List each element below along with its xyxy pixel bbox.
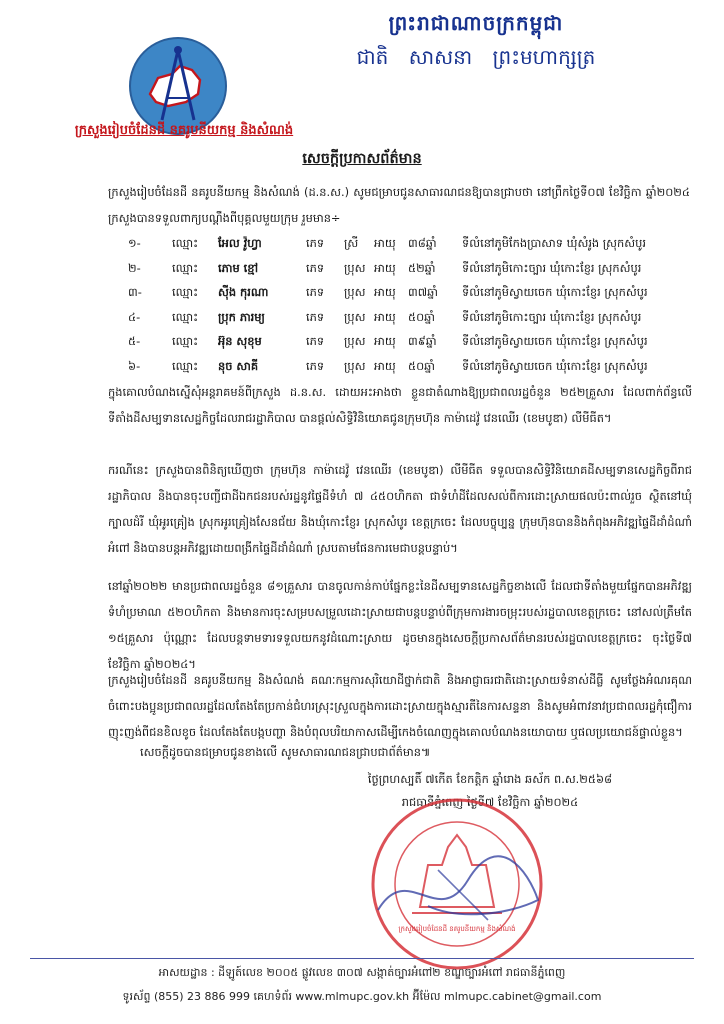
- item-number: ២-: [128, 260, 141, 275]
- name-label: ឈ្មោះ: [172, 236, 199, 250]
- gender-value: ប្រុស: [344, 358, 366, 373]
- age-value: ៥២ឆ្នាំ: [408, 260, 436, 275]
- address: ទីលំនៅភូមិកែងប្រាសាទ ឃុំសំរូង ស្រុកសំបូរ: [462, 236, 646, 250]
- person-name: នុច សាគី: [218, 358, 259, 373]
- age-label: អាយុ: [374, 358, 396, 373]
- item-number: ១-: [128, 236, 141, 250]
- gender-label: ភេទ: [306, 285, 325, 299]
- kingdom-heading: ព្រះរាជាណាចក្រកម្ពុជា: [388, 11, 564, 35]
- age-label: អាយុ: [374, 236, 396, 250]
- gender-label: ភេទ: [306, 358, 325, 373]
- list-item: [128, 257, 718, 282]
- gender-label: ភេទ: [306, 236, 325, 250]
- gender-value: ប្រុស: [344, 285, 366, 299]
- age-label: អាយុ: [374, 260, 396, 275]
- person-name: ស៊ីង កុរណា: [218, 285, 269, 299]
- list-item: [128, 232, 718, 257]
- paragraph-appeal: ក្រសួងរៀបចំដែនដី នគរូបនីយកម្ម និងសំណង់ គណៈកម្មការសុរិយោដីថ្នាក់ជាតិ និងអាជ្ញាធរជាតិដោះស្រាយទំនាស់ដីធ្លី សូមថ្លែងអំណរគុណចំពោះបងប្អូនប្រជាពលរដ្ឋដែលតែងតែប្រកាន់ជំហរស្រុះស្រួលក្នុងការដោះស្រាយក្នុងស្មារតីនៃការសន្ទនា និងសូមអំពាវនាវប្រជាពលរដ្ឋកុំជឿការញុះញង់ពីជនខិលខូច ដែលតែងតែបង្កបញ្ហា និងបំពុលបរិយាកាសដើម្បីកេងចំណេញក្នុងគោលបំណងនយោបាយ ឬផលប្រយោជន៍ផ្ទាល់ខ្លួន។: [108, 673, 692, 739]
- person-name: ភោម ខ្មៅ: [218, 260, 259, 275]
- gender-label: ភេទ: [306, 309, 325, 324]
- complainant-list: [128, 232, 718, 379]
- address: ទីលំនៅភូមិស្វាយចេក ឃុំកោះខ្ញែរ ស្រុកសំបូរ: [462, 358, 648, 373]
- signature: [338, 840, 578, 950]
- paragraph-purpose: ក្នុងគោលបំណងស្នើសុំអន្តរាគមន៍ពីក្រសួង ដ.ន.ស. ដោយអះអាងថា ខ្លួនជាតំណាងឱ្យប្រជាពលរដ្ឋចំនួន ២៥២គ្រួសារ ដែលពាក់ព័ន្ធលើទីតាំងដីសម្បទានសេដ្ឋកិច្ចដែលរាជរដ្ឋាភិបាល បានផ្តល់សិទ្ធិវិនិយោគជូនក្រុមហ៊ុន កាម៉ាដេវ៉ូ វេនឈើរ (ខេមបូឌា) លីមីធីត។: [108, 385, 692, 425]
- footer-divider: [30, 958, 694, 959]
- gender-value: ប្រុស: [344, 309, 366, 324]
- footer-address: អាសយដ្ឋាន : ដីឡូត៍លេខ ២០០៥ ផ្លូវលេខ ៣០៧ សង្កាត់ច្បារអំពៅ២ ខណ្ឌច្បារអំពៅ រាជធានីភ្នំពេញ: [158, 966, 566, 979]
- gender-label: ភេទ: [306, 334, 325, 348]
- age-label: អាយុ: [374, 334, 396, 348]
- ministry-logo: [128, 36, 228, 136]
- item-number: ៥-: [128, 334, 141, 348]
- closing-line: សេចក្តីដូចបានជម្រាបជូនខាងលើ សូមសាធារណជនជ្រាបជាព័ត៌មាន៕: [140, 745, 431, 759]
- age-value: ៥០ឆ្នាំ: [408, 309, 435, 324]
- address: ទីលំនៅភូមិស្វាយចេក ឃុំកោះខ្ញែរ ស្រុកសំបូរ: [462, 334, 648, 348]
- age-value: ៣៨ឆ្នាំ: [408, 236, 437, 250]
- age-label: អាយុ: [374, 285, 396, 299]
- lunar-date: ថ្ងៃព្រហស្បតិ៍ ៧កើត ខែកត្តិក ឆ្នាំរោង ឆស័ក ព.ស.២៥៦៨: [367, 772, 613, 786]
- name-label: ឈ្មោះ: [172, 285, 199, 299]
- gender-value: ស្រី: [344, 236, 359, 250]
- item-number: ៦-: [128, 358, 141, 373]
- address: ទីលំនៅភូមិកោះច្បារ ឃុំកោះខ្ញែរ ស្រុកសំបូរ: [462, 260, 642, 275]
- age-value: ៥០ឆ្នាំ: [408, 358, 435, 373]
- paragraph-history: នៅឆ្នាំ២០២២ មានប្រជាពលរដ្ឋចំនួន ៨១គ្រួសារ បានចូលកាន់កាប់ផ្នែកខ្លះនៃដីសម្បទានសេដ្ឋកិច្ចខាងលើ ដែលជាទីតាំងមួយផ្នែកបានអភិវឌ្ឍទំហំប្រមាណ ៥២០ហិកតា និងមានការចុះសម្របសម្រួលដោះស្រាយជាបន្តបន្ទាប់ពីក្រុមការងារចម្រុះរបស់រដ្ឋបាលខេត្តក្រចេះ នៅសល់ត្រឹមតែ ១៥គ្រួសារ ប៉ុណ្ណោះ ដែលបន្តទាមទារទទួលយកនូវដំណោះស្រាយ ដូចមានក្នុងសេចក្តីប្រកាសព័ត៌មានរបស់រដ្ឋបាលខេត្តក្រចេះ ចុះថ្ងៃទី៧ ខែវិច្ឆិកា ឆ្នាំ២០២៤។: [108, 579, 692, 671]
- list-item: [128, 306, 718, 331]
- name-label: ឈ្មោះ: [172, 309, 199, 324]
- age-value: ៣៧ឆ្នាំ: [408, 285, 438, 299]
- age-value: ៣៩ឆ្នាំ: [408, 334, 437, 348]
- list-item: [128, 281, 718, 306]
- name-label: ឈ្មោះ: [172, 334, 199, 348]
- seal-text: ក្រសួងរៀបចំដែនដី នគរូបនីយកម្ម និងសំណង់: [398, 925, 516, 933]
- gender-value: ប្រុស: [344, 334, 366, 348]
- intro-paragraph: ក្រសួងរៀបចំដែនដី នគរូបនីយកម្ម និងសំណង់ (ដ.ន.ស.) សូមជម្រាបជូនសាធារណជនឱ្យបានជ្រាបថា នៅព្រឹកថ្ងៃទី០៧ ខែវិច្ឆិកា ឆ្នាំ២០២៤ ក្រសួងបានទទួលពាក្យបណ្តឹងពីបុគ្គលមួយក្រុម រួមមាន÷: [108, 185, 690, 225]
- gender-label: ភេទ: [306, 260, 325, 275]
- person-name: អ៊ុន សុខុម: [218, 334, 262, 348]
- solar-date: រាជធានីភ្នំពេញ ថ្ងៃទី៧ ខែវិច្ឆិកា ឆ្នាំ២០២៤: [401, 795, 579, 809]
- name-label: ឈ្មោះ: [172, 358, 199, 373]
- person-name: ប្រុក ភារម្យ: [218, 309, 265, 324]
- footer-contact: ទូរស័ព្ទ (855) 23 886 999 គេហទំព័រ www.mlmupc.gov.kh អ៊ីម៉ែល mlmupc.cabinet@gmail.com: [122, 990, 602, 1003]
- list-item: [128, 330, 718, 355]
- item-number: ៣-: [128, 285, 142, 299]
- document-title: សេចក្តីប្រកាសព័ត៌មាន: [302, 150, 422, 167]
- person-name: អែល វ៉ូហ្វា: [218, 236, 262, 250]
- national-motto: ជាតិ សាសនា ព្រះមហាក្សត្រ: [356, 45, 596, 69]
- item-number: ៤-: [128, 309, 141, 324]
- ministry-name: ក្រសួងរៀបចំដែនដី នគរូបនីយកម្ម និងសំណង់: [74, 123, 294, 138]
- address: ទីលំនៅភូមិកោះច្បារ ឃុំកោះខ្ញែរ ស្រុកសំបូរ: [462, 309, 642, 324]
- age-label: អាយុ: [374, 309, 396, 324]
- address: ទីលំនៅភូមិស្វាយចេក ឃុំកោះខ្ញែរ ស្រុកសំបូរ: [462, 285, 648, 299]
- gender-value: ប្រុស: [344, 260, 366, 275]
- paragraph-findings: ករណីនេះ ក្រសួងបានពិនិត្យឃើញថា ក្រុមហ៊ុន កាម៉ាដេវ៉ូ វេនឈើរ (ខេមបូឌា) លីមីធីត ទទួលបានសិទ្ធិវិនិយោគដីសម្បទានសេដ្ឋកិច្ចពីរាជរដ្ឋាភិបាល និងបានចុះបញ្ជីជាដីឯកជនរបស់រដ្ឋនូវផ្ទៃដីទំហំ ៧ ៤៥០ហិកតា ជាទំហំដីដែលសល់ពីការដោះស្រាយផលប៉ះពាល់រួច ស្ថិតនៅឃុំក្បាលដំរី ឃុំអូរគ្រៀង ស្រុកអូរគ្រៀងសែនជ័យ និងឃុំកោះខ្ញែរ ស្រុកសំបូរ ខេត្តក្រចេះ ដែលបច្ចុប្បន្ន ក្រុមហ៊ុនបាននិងកំពុងអភិវឌ្ឍផ្ទៃដីដាំដំណាំអំពៅ និងបានបន្តអភិវឌ្ឍដោយពង្រីកផ្ទៃដីដាំដំណាំ ស្របតាមផែនការមេជាបន្តបន្ទាប់។: [108, 463, 692, 555]
- list-item: [128, 355, 718, 380]
- name-label: ឈ្មោះ: [172, 260, 199, 275]
